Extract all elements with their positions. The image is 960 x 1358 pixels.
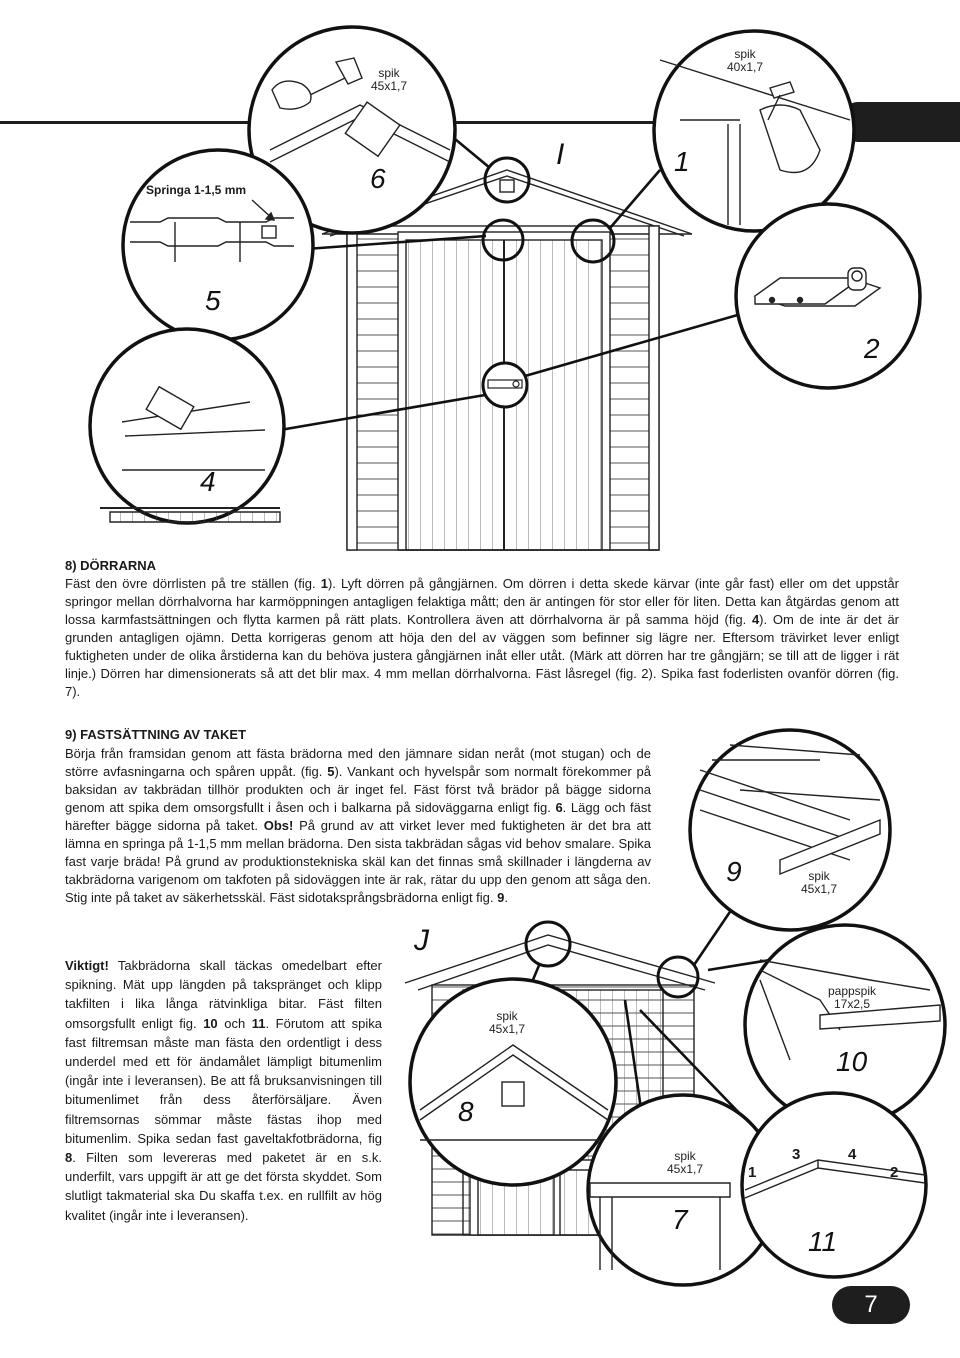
- callout-letter-J: J: [414, 924, 429, 957]
- fig-number-4: 4: [200, 466, 216, 497]
- section9-body: [65, 745, 651, 907]
- nail-word: spik: [674, 1149, 696, 1163]
- section8-heading: 8) DÖRRARNA: [65, 558, 156, 573]
- detail-circle-2: [736, 204, 920, 388]
- nail-label-fig7: [660, 1150, 710, 1176]
- fig11-part-1: 1: [748, 1164, 757, 1181]
- important-lead: Viktigt!: [65, 958, 109, 973]
- nail-size: 40x1,7: [726, 60, 764, 74]
- fig-ref: 8: [65, 1150, 73, 1166]
- nail-word: spik: [734, 47, 756, 61]
- fig-number-8: 8: [458, 1096, 474, 1127]
- callout-letter-I: I: [556, 138, 565, 171]
- nail-size: 45x1,7: [370, 79, 408, 93]
- fig11-part-3: 3: [792, 1146, 801, 1163]
- fig11-part-2: 2: [890, 1164, 899, 1181]
- fig-ref: 10: [203, 1015, 218, 1031]
- section9-heading: 9) FASTSÄTTNING AV TAKET: [65, 727, 247, 742]
- nail-size: 45x1,7: [800, 882, 838, 896]
- fig-ref: 6: [555, 800, 563, 815]
- nail-size: 45x1,7: [666, 1162, 704, 1176]
- section8-body: [65, 575, 899, 701]
- section8-text: ). Om de inte är det är grunden antagligen ojämn. Detta korrigeras genom att höja den del av väggen som befinner sig lägre ner. Eftersom trävirket lever enligt fuktigheten under de olika årstiderna kan du behöva justera gångjärnen inåt eller utåt. (Märk att dörren har tre gångjärn; se till att de ligger i rät linje.) Dörren har dimensionerats så att det blir max. 4 mm mellan dörrhalvorna. Fäst låsregel (fig. 2). Spika fast foderlisten ovanför dörren (fig. 7).: [65, 612, 899, 699]
- section8-text: Fäst den övre dörrlisten på tre ställen (fig.: [65, 576, 321, 591]
- roofing-nail-label: [822, 985, 882, 1011]
- important-text: Takbrädorna skall täckas omedelbart efter spikning. Mät upp längden på takspränget och klipp takfilten i lika långa rätvinkliga bitar. Fäst filten omsorgsfullt enligt fig.: [65, 958, 382, 1031]
- section9-text: ). Vankant och hyvelspår som normalt förekommer på baksidan av takbrädan tillhör produkten och är inget fel. Fäst först två brädor på bägge sidorna genom att spika dem omsorgsfullt i åsen och i balkarna på sidoväggarna enligt fig.: [65, 764, 651, 815]
- fig-number-10: 10: [836, 1046, 868, 1077]
- nail-word: spik: [496, 1009, 518, 1023]
- nail-size: 45x1,7: [488, 1022, 526, 1036]
- important-text: . Förutom att spika fast filtremsan måste man fästa den ordentligt i dess underdel med ett för ändamålet lämpligt bitumenlim (ingår inte i leveransen). Be att få bruksanvisningen till bitumenlimet från dess återförsäljare. Även filtremsornas sömmar måste fästas ihop med bitumenlim. Spika sedan fast gaveltakfotbrädorna, fig: [65, 1015, 382, 1146]
- fig-number-6: 6: [370, 163, 386, 194]
- nail-size: 17x2,5: [833, 997, 871, 1011]
- nail-word: pappspik: [827, 984, 877, 998]
- nail-label-fig1: [720, 48, 770, 74]
- nail-word: spik: [808, 869, 830, 883]
- section8-text: ). Lyft dörren på gångjärnen. Om dörren i detta skede kärvar (inte går fast) eller om det uppstår springor mellan dörrhalvorna har karmöppningen antagligen felaktiga mått; den är antingen för stor eller för liten. Detta kan åtgärdas genom att lossa karmfastsättningen och flytta karmen på rätt plats. Kontrollera även att dörrhalvorna är på samma höjd (fig.: [65, 576, 899, 627]
- important-text: . Filten som levereras med paketet är en s.k. underfilt, vars uppgift är att ge det första skyddet. Som slutligt takmaterial ska Du skaffa t.ex. en rullfilt av hög kvalitet (ingår inte i leveransen).: [65, 1150, 382, 1223]
- fig-ref: 4: [751, 612, 760, 627]
- section9-text: På grund av att virket lever med fuktigheten är det bra att lämna en springa på 1-1,5 mm mellan brädorna. Den sista takbrädan sågas vid behov smalare. Spika fast varje bräda! På grund av produktionstekniska skäl kan det finnas små skillnader i längderna av takbrädorna varigenom om takfoten på sidoväggen inte är rak, rätar du upp den genom att såga den. Stig inte på taket av säkerhetsskäl. Fäst sidotaksprångsbrädorna enligt fig.: [65, 818, 652, 905]
- section9-text: . Lägg och fäst härefter bägge sidorna på taket.: [65, 800, 651, 833]
- fig-number-2: 2: [864, 333, 880, 364]
- section9-text: Börja från framsidan genom att fästa brädorna med den jämnare sidan neråt (mot stugan) och de större avfasningarna och spåren uppåt. (fig.: [65, 746, 651, 779]
- fig-ref: 9: [497, 890, 505, 905]
- fig-number-1: 1: [674, 146, 690, 177]
- section9-text: .: [504, 890, 508, 905]
- fig-number-9: 9: [726, 856, 742, 887]
- fig-number-11: 11: [808, 1226, 838, 1257]
- fig-ref: 5: [327, 764, 335, 779]
- detail-circle-9: [690, 730, 890, 930]
- gap-label: Springa 1-1,5 mm: [146, 183, 247, 197]
- fig-number-5: 5: [205, 285, 221, 316]
- nail-label-fig8: [482, 1010, 532, 1036]
- fig-ref: 11: [251, 1015, 266, 1031]
- important-body: [65, 956, 382, 1225]
- nail-label-fig9: [794, 870, 844, 896]
- page-number: 7: [832, 1286, 910, 1324]
- important-text: och: [217, 1015, 252, 1031]
- detail-circle-4: [90, 329, 284, 523]
- nail-word: spik: [378, 66, 400, 80]
- fig11-part-4: 4: [848, 1146, 857, 1163]
- nail-label-fig6: [364, 67, 414, 93]
- obs-note: Obs!: [263, 818, 294, 833]
- fig-number-7: 7: [672, 1204, 688, 1235]
- fig-ref: 1: [320, 576, 328, 591]
